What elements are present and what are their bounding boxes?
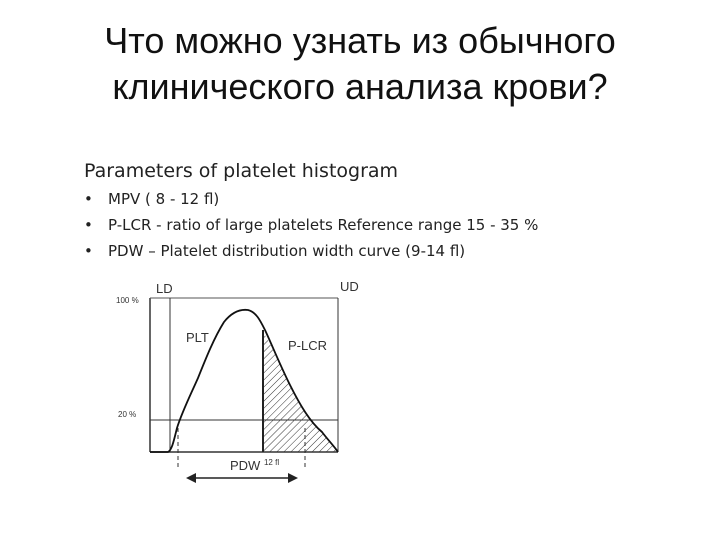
bullet-text-mpv: MPV ( 8 - 12 fl) [108, 190, 220, 208]
pdw-arrowhead-right [288, 473, 298, 483]
plt-label: PLT [186, 330, 209, 345]
slide-title-line-2: клинического анализа крови? [112, 66, 608, 107]
y-tick-20: 20 % [118, 410, 137, 419]
pdw-label-superscript: 12 fl [263, 458, 280, 467]
ld-label: LD [156, 281, 173, 296]
slide-title-line-1: Что можно узнать из обычного [104, 20, 616, 61]
plcr-label: P-LCR [288, 338, 328, 353]
bullet-icon: • [84, 190, 93, 208]
ud-label: UD [340, 279, 359, 294]
pdw-label [230, 458, 279, 473]
parameters-heading: Parameters of platelet histogram [84, 160, 399, 182]
pdw-arrowhead-left [186, 473, 196, 483]
bullet-icon: • [84, 216, 93, 234]
bullet-icon: • [84, 242, 93, 260]
pdw-label-main: PDW [230, 458, 261, 473]
bullet-text-pdw: PDW – Platelet distribution width curve (9-14 fl) [108, 242, 466, 260]
bullet-text-plcr: P-LCR - ratio of large platelets Reference range 15 - 35 % [108, 216, 539, 234]
y-tick-100: 100 % [116, 296, 139, 305]
